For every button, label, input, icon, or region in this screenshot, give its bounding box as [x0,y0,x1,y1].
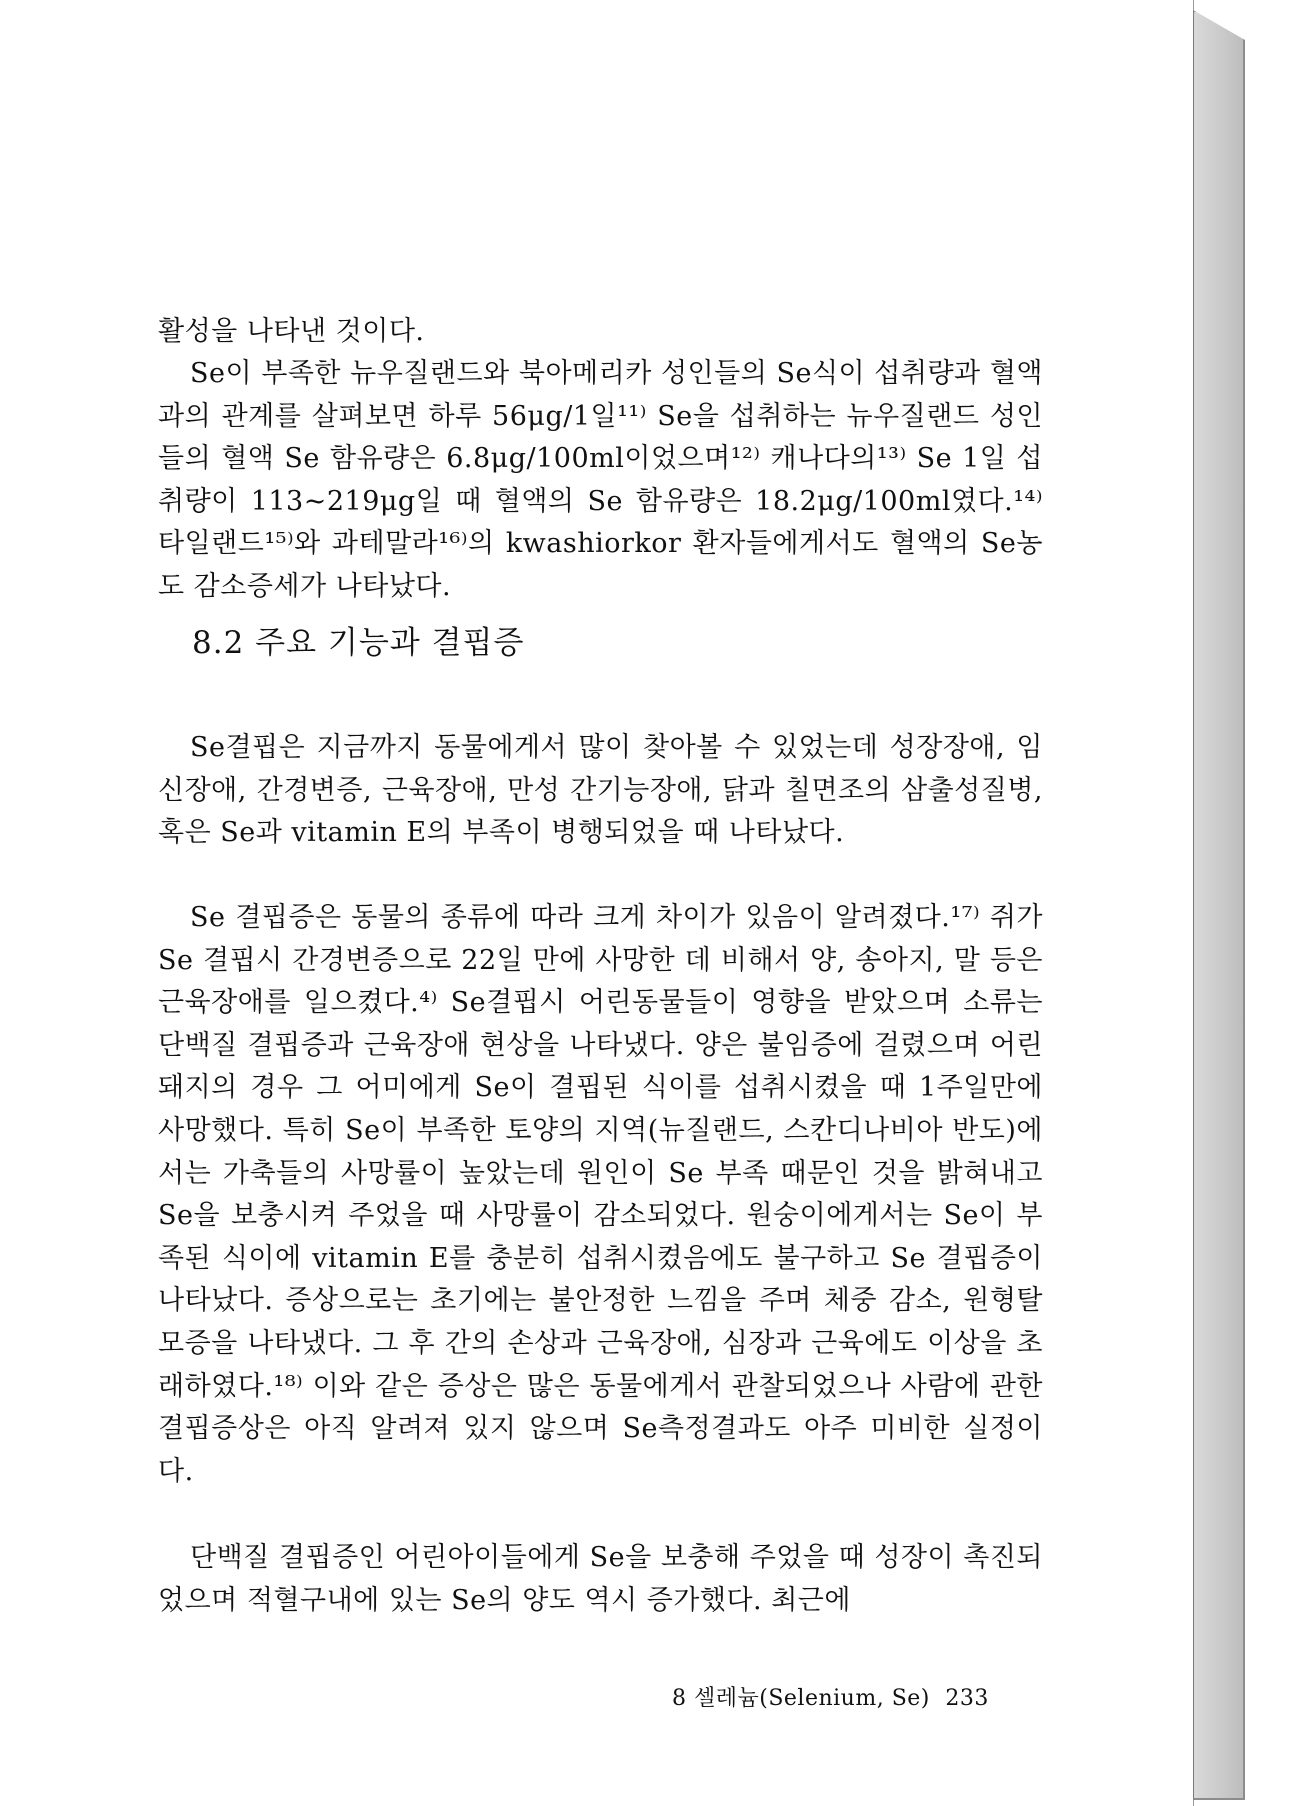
body-paragraph: Se 결핍증은 동물의 종류에 따라 크게 차이가 있음이 알려졌다.¹⁷⁾ 쥐가 Se 결핍시 간경변증으로 22일 만에 사망한 데 비해서 양, 송아지, 말 등은 근육장애를 일으켰다.⁴⁾ Se결핍시 어린동물들이 영향을 받았으며 소류는 단백질 결핍증과 근육장애 현상을 나타냈다. 양은 불임증에 걸렸으며 어린 돼지의 경우 그 어미에게 Se이 결핍된 식이를 섭취시켰을 때 1주일만에 사망했다. 특히 Se이 부족한 토양의 지역(뉴질랜드, 스칸디나비아 반도)에서는 가축들의 사망률이 높았는데 원인이 Se 부족 때문인 것을 밝혀내고 Se을 보충시켜 주었을 때 사망률이 감소되었다. 원숭이에게서는 Se이 부족된 식이에 vitamin E를 충분히 섭취시켰음에도 불구하고 Se 결핍증이 나타났다. 증상으로는 초기에는 불안정한 느낌을 주며 체중 감소, 원형탈모증을 나타냈다. 그 후 간의 손상과 근육장애, 심장과 근육에도 이상을 초래하였다.¹⁸⁾ 이와 같은 증상은 많은 동물에게서 관찰되었으나 사람에 관한 결핍증상은 아직 알려져 있지 않으며 Se측정결과도 아주 미비한 실정이다. [158,902,1043,1487]
body-paragraph: 단백질 결핍증인 어린아이들에게 Se을 보충해 주었을 때 성장이 촉진되었으며 적혈구내에 있는 Se의 양도 역시 증가했다. 최근에 [158,1542,1043,1616]
body-paragraph: 활성을 나타낸 것이다. [158,316,425,347]
running-footer [672,1681,997,1712]
body-paragraph: Se결핍은 지금까지 동물에게서 많이 찾아볼 수 있었는데 성장장애, 임신장애, 간경변증, 근육장애, 만성 간기능장애, 닭과 칠면조의 삼출성질병, 혹은 Se과 vitamin E의 부족이 병행되었을 때 나타났다. [158,732,1043,849]
footer-chapter-title: 8 셀레늄(Selenium, Se) [672,1686,930,1711]
page-stack-edge [1193,10,1245,1800]
section-heading: 8.2 주요 기능과 결핍증 [192,625,525,661]
body-paragraph: Se이 부족한 뉴우질랜드와 북아메리카 성인들의 Se식이 섭취량과 혈액과의 관계를 살펴보면 하루 56μg/1일¹¹⁾ Se을 섭취하는 뉴우질랜드 성인들의 혈액 Se 함유량은 6.8μg/100ml이었으며¹²⁾ 캐나다의¹³⁾ Se 1일 섭취량이 113~219μg일 때 혈액의 Se 함유량은 18.2μg/100ml였다.¹⁴⁾ 타일랜드¹⁵⁾와 과테말라¹⁶⁾의 kwashiorkor 환자들에게서도 혈액의 Se농도 감소증세가 나타났다. [158,358,1043,602]
page-number: 233 [945,1686,989,1711]
